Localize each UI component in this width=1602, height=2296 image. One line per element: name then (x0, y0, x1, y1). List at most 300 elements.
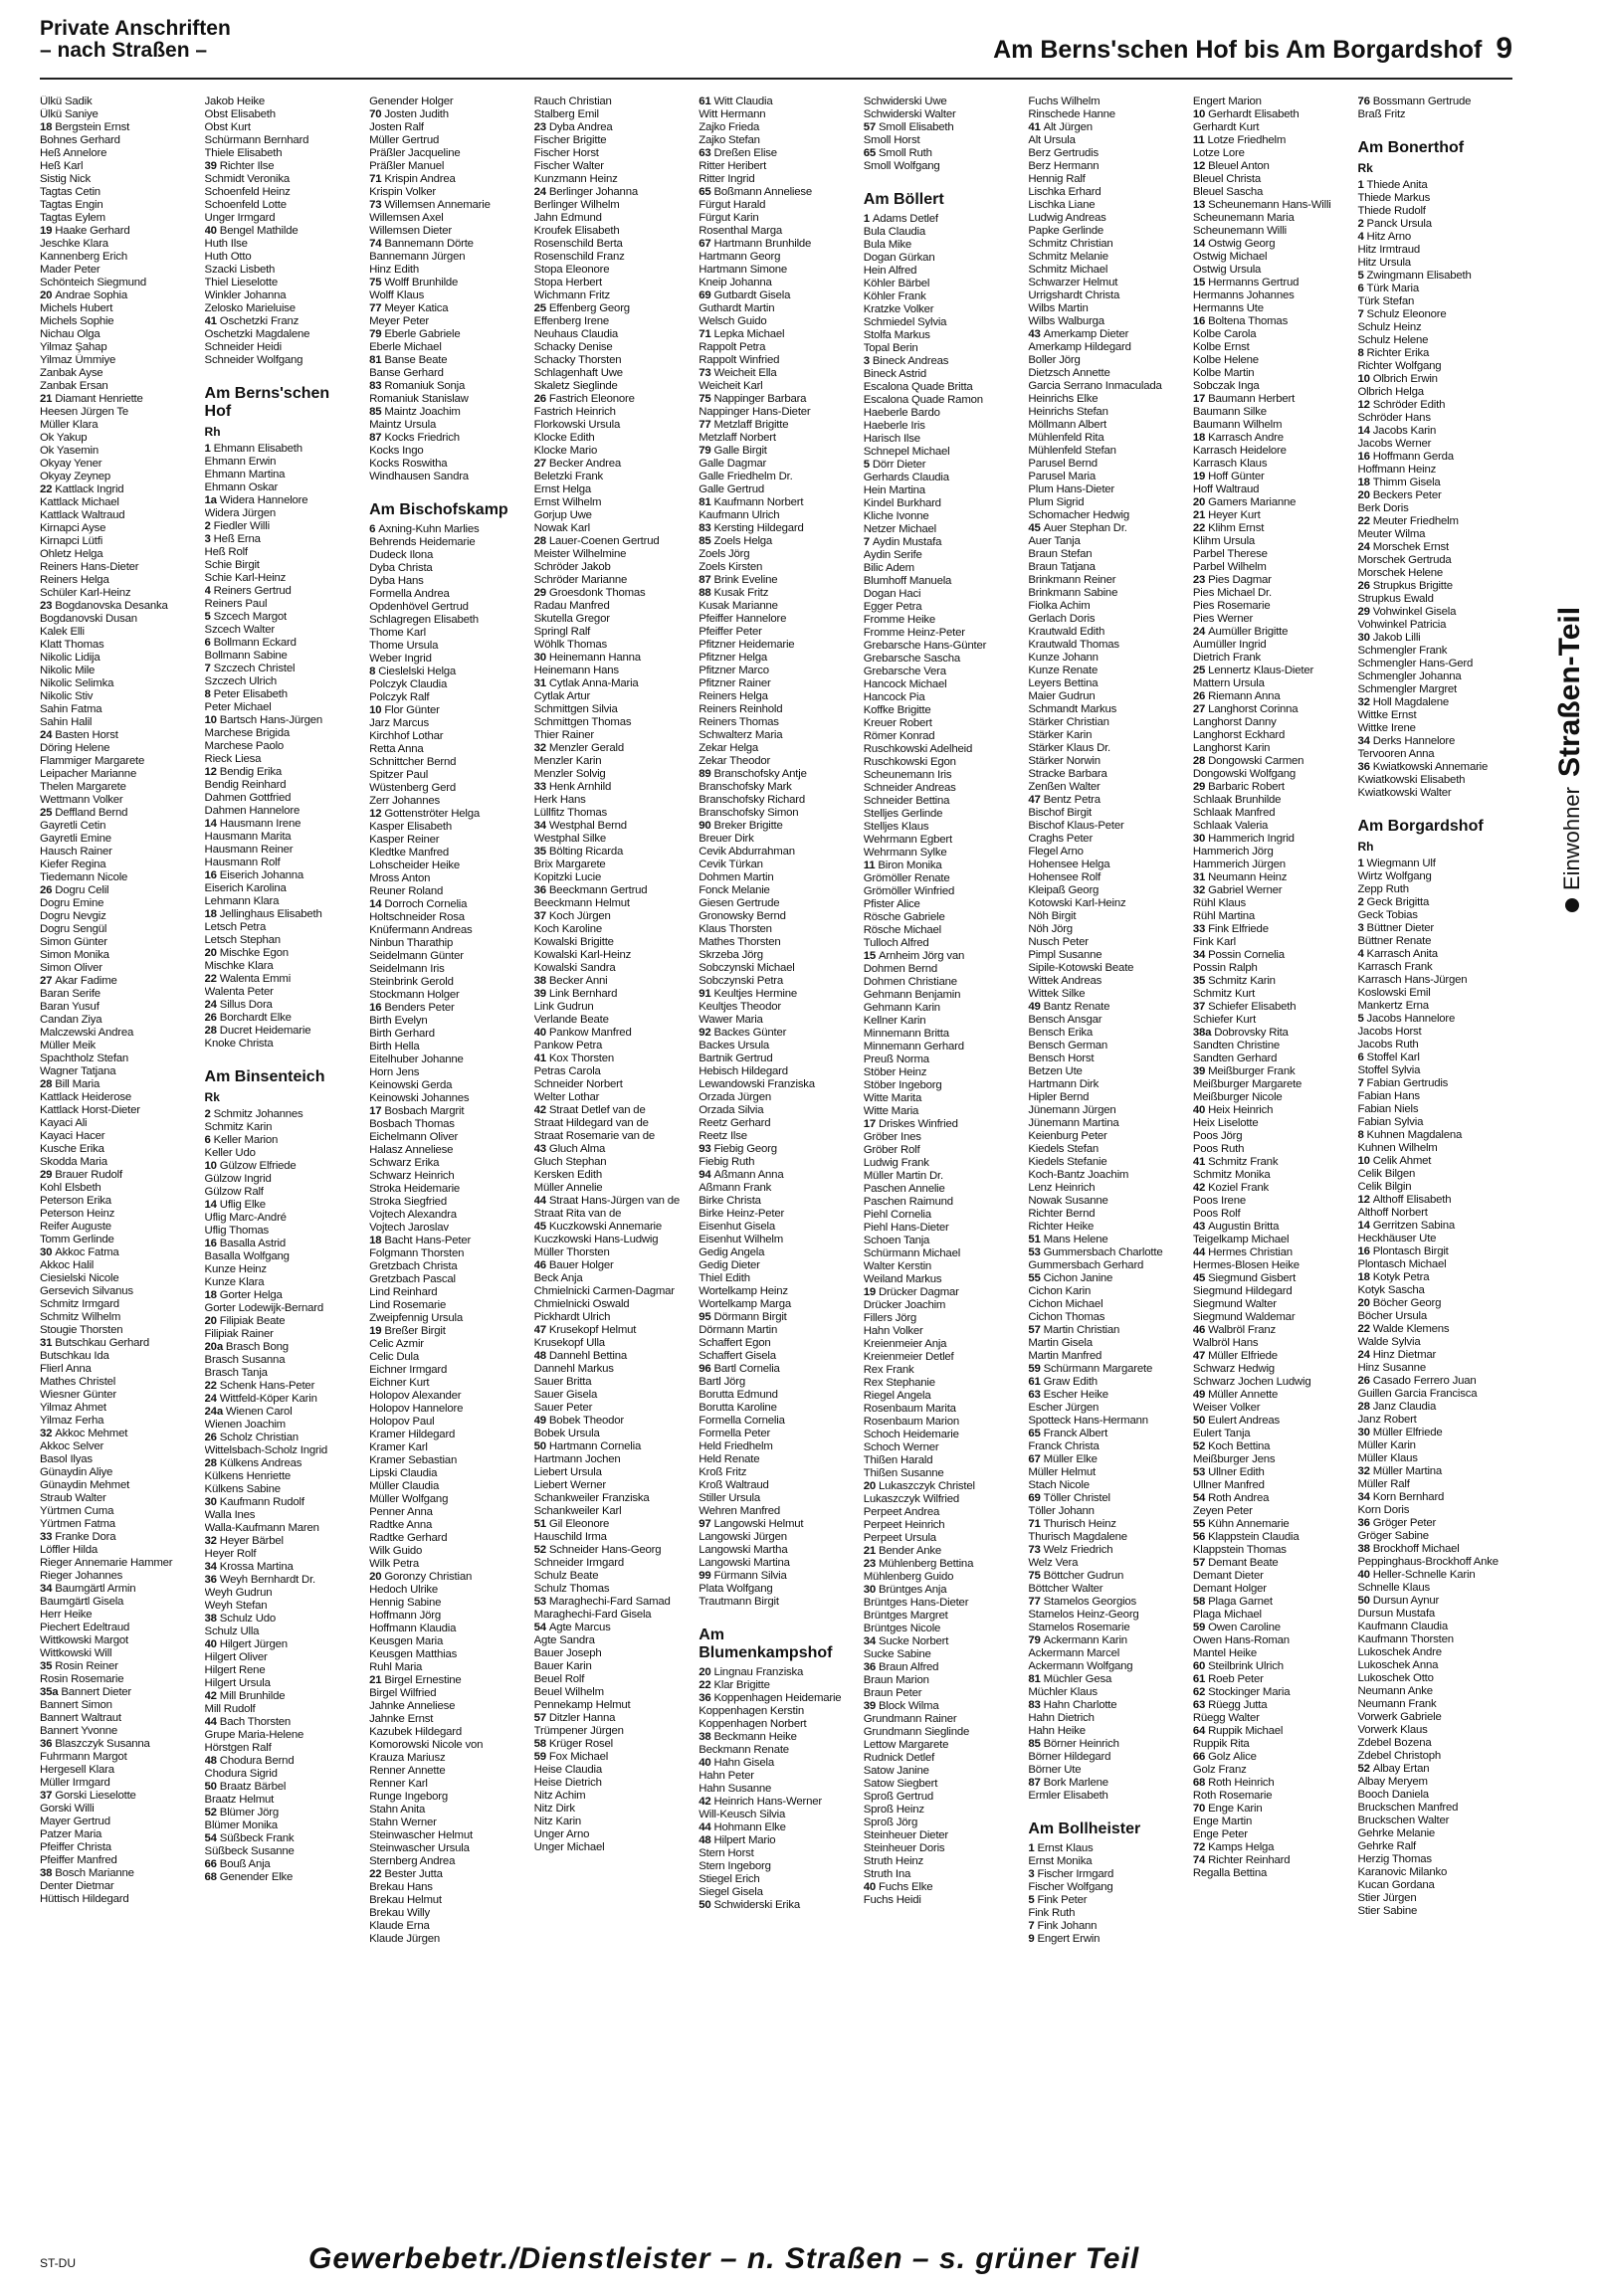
resident-entry (534, 496, 690, 509)
resident-name: Komorowski Nicole von (369, 1739, 484, 1751)
resident-name: Hein Martina (863, 484, 925, 496)
resident-entry (699, 677, 854, 690)
resident-name: Ackermann Karin (1043, 1634, 1127, 1646)
resident-entry (369, 277, 524, 289)
house-number: 43 (1028, 328, 1044, 340)
house-number: 54 (1192, 1492, 1209, 1504)
resident-entry (1357, 399, 1512, 412)
resident-entry (369, 1247, 524, 1260)
resident-name: Bohnes Gerhard (40, 134, 120, 146)
resident-name: Willemsen Dieter (369, 225, 452, 237)
resident-name: Beck Anja (533, 1272, 583, 1284)
resident-entry (369, 743, 524, 756)
resident-name: Steinbrink Gerold (369, 976, 454, 988)
resident-entry (40, 665, 195, 677)
house-number: 59 (1028, 1363, 1044, 1375)
resident-name: Brekau Helmut (369, 1894, 442, 1906)
resident-entry (864, 420, 1019, 433)
resident-name: Dogan Gürkan (863, 252, 935, 264)
resident-name: Hilgert Rene (204, 1664, 266, 1676)
resident-entry (699, 1834, 854, 1847)
resident-name: Kazubek Hildegard (369, 1726, 462, 1738)
resident-name: Wehrmann Sylke (863, 847, 947, 859)
resident-entry (699, 1666, 854, 1679)
resident-entry (534, 910, 690, 923)
resident-name: Gorski Lieselotte (55, 1790, 136, 1802)
resident-name: Giesen Gertrude (699, 897, 780, 909)
resident-name: Piehl Cornelia (863, 1209, 931, 1221)
resident-name: Böcher Georg (1372, 1297, 1442, 1309)
resident-entry (1028, 820, 1183, 833)
resident-entry (699, 820, 854, 833)
resident-entry (369, 471, 524, 483)
resident-name: Rosenbaum Marita (863, 1403, 956, 1415)
house-number: 30 (1357, 1427, 1373, 1438)
house-number: 20 (204, 1315, 220, 1327)
house-number: 83 (369, 380, 385, 392)
resident-entry (864, 265, 1019, 278)
resident-entry (864, 1804, 1019, 1817)
resident-name: Hinz Susanne (1357, 1362, 1426, 1374)
resident-entry (1357, 580, 1512, 593)
resident-entry (40, 1647, 195, 1660)
resident-entry (369, 1545, 524, 1558)
house-number: 50 (699, 1899, 714, 1911)
resident-entry (1193, 1557, 1348, 1570)
house-number: 48 (699, 1834, 714, 1846)
resident-name: Weber Ingrid (369, 653, 432, 665)
resident-entry (699, 406, 854, 419)
resident-name: Braun Stefan (1028, 548, 1093, 560)
resident-name: Weiland Markus (863, 1273, 942, 1285)
resident-entry (1193, 1415, 1348, 1428)
house-number: 51 (1028, 1234, 1044, 1245)
resident-name: Holopov Alexander (369, 1390, 462, 1402)
resident-name: Schacky Denise (533, 341, 613, 353)
resident-entry (369, 704, 524, 717)
house-number: 42 (1192, 1182, 1209, 1194)
house-number: 50 (533, 1440, 549, 1452)
resident-name: Brinkmann Sabine (1028, 587, 1118, 599)
resident-name: Aydin Serife (863, 549, 922, 561)
resident-name: Garcia Serrano Inmaculada (1028, 380, 1162, 392)
resident-name: Mayer Gertrud (40, 1816, 110, 1827)
house-number: 59 (533, 1751, 549, 1763)
resident-entry (864, 1286, 1019, 1299)
resident-name: Heckhäuser Ute (1357, 1233, 1437, 1244)
house-number: 1 (863, 213, 873, 225)
resident-name: Ok Yakup (40, 432, 88, 444)
resident-name: Fiolka Achim (1028, 600, 1091, 612)
resident-name: Witte Marita (863, 1092, 922, 1104)
resident-entry (1028, 1027, 1183, 1040)
house-number: 18 (1357, 1271, 1373, 1283)
resident-entry (40, 277, 195, 289)
resident-entry (40, 471, 195, 483)
resident-name: Romaniuk Sonja (384, 380, 466, 392)
house-number: 47 (533, 1324, 549, 1336)
resident-name: Kunze Heinz (204, 1263, 267, 1275)
resident-entry (1028, 471, 1183, 483)
resident-entry (369, 1467, 524, 1480)
resident-entry (1028, 600, 1183, 613)
resident-entry (1357, 528, 1512, 541)
resident-entry (1193, 535, 1348, 548)
resident-name: Schoch Werner (863, 1441, 939, 1453)
resident-entry (699, 277, 854, 289)
resident-name: Töller Christel (1043, 1492, 1110, 1504)
resident-entry (1193, 1570, 1348, 1583)
resident-name: Franck Albert (1043, 1428, 1108, 1439)
resident-entry (864, 1842, 1019, 1855)
resident-entry (864, 433, 1019, 446)
resident-entry (1357, 896, 1512, 909)
resident-name: Jünemann Martina (1028, 1117, 1119, 1129)
resident-entry (40, 225, 195, 238)
resident-name: Grömöller Winfried (863, 885, 955, 897)
resident-name: Karrasch Frank (1357, 961, 1433, 973)
resident-name: Müller Annette (1208, 1389, 1279, 1401)
resident-entry (699, 1337, 854, 1350)
house-number: 41 (1028, 121, 1044, 133)
resident-name: Lennertz Klaus-Dieter (1208, 665, 1314, 676)
resident-entry (205, 1703, 360, 1716)
resident-name: Bannert Simon (40, 1699, 112, 1711)
resident-entry (534, 1428, 690, 1440)
resident-entry (534, 1596, 690, 1609)
resident-entry (1028, 1790, 1183, 1803)
house-number: 36 (1357, 761, 1373, 773)
resident-name: Effenberg Irene (533, 315, 609, 327)
resident-name: Gayretli Cetin (40, 820, 106, 832)
resident-entry (1028, 574, 1183, 587)
resident-entry (699, 1311, 854, 1324)
resident-entry (1193, 1234, 1348, 1246)
resident-entry (1357, 451, 1512, 464)
resident-entry (369, 678, 524, 691)
resident-name: Richter Wolfgang (1357, 360, 1442, 372)
resident-entry (205, 1289, 360, 1302)
resident-name: Kiedels Stefanie (1028, 1156, 1107, 1168)
resident-entry (40, 1272, 195, 1285)
resident-name: Rosenschild Berta (533, 238, 623, 250)
resident-name: Kliche Ivonne (863, 510, 929, 522)
resident-entry (369, 1131, 524, 1144)
resident-name: Möllmann Albert (1028, 419, 1106, 431)
resident-entry (1028, 1557, 1183, 1570)
resident-name: Uflig Elke (219, 1199, 266, 1211)
resident-name: Borutta Karoline (699, 1402, 777, 1414)
resident-name: Gorjup Uwe (533, 509, 592, 521)
resident-name: Bannert Yvonne (40, 1725, 118, 1737)
resident-entry (864, 134, 1019, 147)
resident-entry (1193, 1376, 1348, 1389)
resident-name: Meyer Katica (384, 302, 449, 314)
resident-name: Schmitz Karin (1208, 975, 1276, 987)
resident-name: Karrasch Andre (1208, 432, 1284, 444)
resident-entry (699, 1873, 854, 1886)
page-header (40, 18, 1512, 80)
resident-entry (40, 1195, 195, 1208)
resident-name: Straat Rosemarie van de (533, 1130, 656, 1142)
resident-entry (369, 108, 524, 121)
resident-entry (864, 769, 1019, 782)
resident-entry (205, 1716, 360, 1729)
resident-entry (864, 821, 1019, 834)
resident-entry (1028, 988, 1183, 1001)
house-number: 26 (204, 1012, 220, 1024)
house-number: 38 (533, 975, 549, 987)
resident-name: Krispin Volker (369, 186, 436, 198)
resident-entry (1357, 1659, 1512, 1672)
resident-name: Betzen Ute (1028, 1065, 1083, 1077)
resident-name: Lukaszczyk Christel (879, 1480, 975, 1492)
resident-name: Meißburger Nicole (1192, 1091, 1283, 1103)
resident-name: Bischof Klaus-Peter (1028, 820, 1124, 832)
resident-entry (1357, 425, 1512, 438)
resident-name: Yürtmen Cuma (40, 1505, 114, 1517)
house-number: 40 (863, 1881, 880, 1893)
house-number: 65 (1028, 1428, 1044, 1439)
resident-entry (1028, 1764, 1183, 1777)
resident-entry (1193, 639, 1348, 652)
resident-entry (1028, 406, 1183, 419)
resident-name: Poos Ruth (1192, 1143, 1245, 1155)
resident-entry (40, 1764, 195, 1777)
resident-name: Yilmaz Şahap (40, 341, 107, 353)
resident-name: Dörmann Birgit (713, 1311, 787, 1323)
house-number: 73 (699, 367, 714, 379)
resident-entry (1357, 948, 1512, 961)
resident-name: Wortelkamp Heinz (699, 1285, 788, 1297)
resident-name: Kersken Edith (533, 1169, 602, 1181)
resident-name: Dogru Sengül (40, 923, 107, 935)
resident-name: Kattlack Heiderose (40, 1091, 132, 1103)
house-number: 37 (40, 1790, 56, 1802)
resident-entry (369, 1079, 524, 1092)
house-number: 72 (1192, 1841, 1209, 1853)
resident-entry (1357, 1556, 1512, 1569)
resident-entry (534, 1647, 690, 1660)
resident-entry (369, 1403, 524, 1416)
resident-entry (1028, 548, 1183, 561)
resident-entry (1193, 1622, 1348, 1634)
resident-name: Stroka Heidemarie (369, 1183, 461, 1195)
resident-entry (205, 1186, 360, 1199)
resident-entry (864, 1855, 1019, 1868)
resident-name: Schie Birgit (204, 559, 260, 571)
resident-name: Börner Heinrich (1043, 1738, 1119, 1750)
resident-entry (1028, 354, 1183, 367)
resident-name: Galle Birgit (713, 445, 767, 457)
resident-name: Klocke Mario (533, 445, 598, 457)
resident-name: Thißen Harald (863, 1454, 933, 1466)
resident-name: Hauschild Irma (533, 1531, 607, 1543)
resident-entry (369, 1390, 524, 1403)
resident-entry (1193, 716, 1348, 729)
house-number: 40 (533, 1027, 549, 1039)
resident-name: Olbrich Erwin (1372, 373, 1438, 385)
resident-name: Richter Ilse (219, 160, 275, 172)
resident-name: Müller Gertrud (369, 134, 440, 146)
resident-name: Auer Tanja (1028, 535, 1081, 547)
resident-name: Golz Alice (1208, 1751, 1257, 1763)
resident-entry (40, 1376, 195, 1389)
resident-entry (864, 510, 1019, 523)
resident-entry (369, 1571, 524, 1584)
resident-entry (1357, 1711, 1512, 1724)
resident-entry (1028, 1363, 1183, 1376)
resident-entry (1028, 1660, 1183, 1673)
resident-name: Schwiderski Uwe (863, 96, 947, 107)
resident-entry (1357, 858, 1512, 870)
resident-entry (1357, 606, 1512, 619)
house-number: 10 (1357, 373, 1373, 385)
resident-name: Bester Jutta (384, 1868, 443, 1880)
resident-name: Zajko Stefan (699, 134, 760, 146)
resident-name: Beckers Peter (1372, 489, 1442, 501)
resident-entry (1357, 308, 1512, 321)
resident-entry (699, 419, 854, 432)
resident-name: Müller Ralf (1357, 1478, 1410, 1490)
resident-name: Kratzke Volker (863, 303, 934, 315)
resident-name: Minnemann Britta (863, 1028, 949, 1040)
resident-name: Lind Reinhard (369, 1286, 438, 1298)
resident-name: Fastrich Heinrich (533, 406, 616, 418)
resident-entry (369, 795, 524, 808)
resident-name: Riegel Angela (863, 1390, 931, 1402)
resident-entry (534, 1466, 690, 1479)
resident-name: Denter Dietmar (40, 1880, 114, 1892)
resident-entry (534, 626, 690, 639)
resident-name: Heinemann Hanna (548, 652, 641, 664)
resident-name: Demant Holger (1192, 1583, 1267, 1595)
resident-entry (699, 483, 854, 496)
resident-entry (534, 975, 690, 988)
resident-name: Braß Fritz (1357, 108, 1406, 120)
resident-name: Dogru Celil (55, 884, 109, 896)
resident-entry (699, 1492, 854, 1505)
resident-entry (534, 923, 690, 936)
resident-name: Martin Christian (1043, 1324, 1120, 1336)
resident-name: Schlaak Manfred (1192, 807, 1276, 819)
resident-entry (1193, 264, 1348, 277)
resident-name: Thiede Anita (1366, 179, 1428, 191)
house-number: 37 (533, 910, 549, 922)
resident-name: Korn Doris (1357, 1504, 1410, 1516)
resident-name: Axning-Kuhn Marlies (378, 523, 480, 535)
resident-name: Barbaric Robert (1208, 781, 1285, 793)
resident-entry (205, 302, 360, 315)
resident-entry (369, 147, 524, 160)
resident-name: Grundmann Rainer (863, 1713, 957, 1725)
resident-entry (1357, 1892, 1512, 1905)
resident-name: Steilbrink Ulrich (1208, 1660, 1284, 1672)
resident-entry (1028, 1285, 1183, 1298)
resident-entry (40, 367, 195, 380)
resident-name: Brüntges Margret (863, 1610, 948, 1622)
resident-name: Heß Erna (213, 533, 261, 545)
house-number: 4 (204, 585, 214, 597)
resident-name: Walter Kerstin (863, 1260, 932, 1272)
resident-name: Renner Annette (369, 1765, 446, 1777)
resident-entry (1357, 1090, 1512, 1103)
resident-name: Kuczkowski Annemarie (548, 1221, 663, 1233)
resident-name: Birke Christa (699, 1195, 761, 1207)
resident-entry (534, 1208, 690, 1221)
resident-name: Hahn Dietrich (1028, 1712, 1095, 1724)
resident-entry (369, 1338, 524, 1351)
resident-name: Demant Dieter (1192, 1570, 1264, 1582)
resident-entry (205, 986, 360, 999)
resident-entry (1193, 794, 1348, 807)
resident-entry (205, 173, 360, 186)
resident-name: Hermanns Gertrud (1208, 277, 1300, 288)
resident-entry (699, 1557, 854, 1570)
resident-entry (369, 406, 524, 419)
resident-entry (1357, 1646, 1512, 1659)
resident-name: Beletzki Frank (533, 471, 604, 482)
resident-entry (699, 703, 854, 716)
house-number: 81 (1028, 1673, 1044, 1685)
resident-name: Stahn Anita (369, 1804, 426, 1816)
house-number: 44 (1192, 1246, 1209, 1258)
resident-entry (864, 1441, 1019, 1454)
resident-name: Börner Hildegard (1028, 1751, 1111, 1763)
resident-name: Celik Bilgen (1357, 1168, 1416, 1180)
resident-entry (369, 937, 524, 950)
resident-entry (1357, 658, 1512, 670)
resident-name: Renner Karl (369, 1778, 428, 1790)
resident-name: Formella Peter (699, 1428, 771, 1439)
resident-name: Nichau Olga (40, 328, 100, 340)
resident-name: Romaniuk Stanislaw (369, 393, 469, 405)
resident-entry (369, 1713, 524, 1726)
resident-name: Morschek Ernst (1372, 541, 1450, 553)
resident-name: Patzer Maria (40, 1828, 102, 1840)
resident-name: Huth Otto (204, 251, 252, 263)
resident-name: Ruhl Maria (369, 1661, 423, 1673)
resident-name: Bannert Waltraut (40, 1712, 121, 1724)
resident-name: Reiners Helga (699, 690, 768, 702)
resident-entry (369, 1416, 524, 1429)
resident-name: Berk Doris (1357, 502, 1409, 514)
resident-entry (1193, 380, 1348, 393)
resident-name: Kox Thorsten (548, 1052, 615, 1064)
resident-name: Sandten Gerhard (1192, 1052, 1278, 1064)
resident-entry (1193, 1246, 1348, 1259)
resident-entry (1028, 1156, 1183, 1169)
resident-entry (534, 1389, 690, 1402)
resident-name: Parusel Bernd (1028, 458, 1098, 470)
resident-entry (40, 212, 195, 225)
resident-entry (1028, 1182, 1183, 1195)
resident-name: Ritter Heribert (699, 160, 767, 172)
resident-entry (534, 1156, 690, 1169)
resident-entry (534, 1712, 690, 1725)
resident-name: Smoll Elisabeth (879, 121, 954, 133)
resident-name: Dudeck Ilona (369, 549, 434, 561)
resident-entry (205, 199, 360, 212)
resident-name: Meuter Wilma (1357, 528, 1426, 540)
resident-name: Struth Ina (863, 1868, 911, 1880)
resident-entry (864, 316, 1019, 329)
resident-entry (534, 134, 690, 147)
house-number: 20 (369, 1571, 385, 1583)
resident-entry (1193, 483, 1348, 496)
resident-entry (1193, 341, 1348, 354)
resident-entry (699, 1770, 854, 1783)
